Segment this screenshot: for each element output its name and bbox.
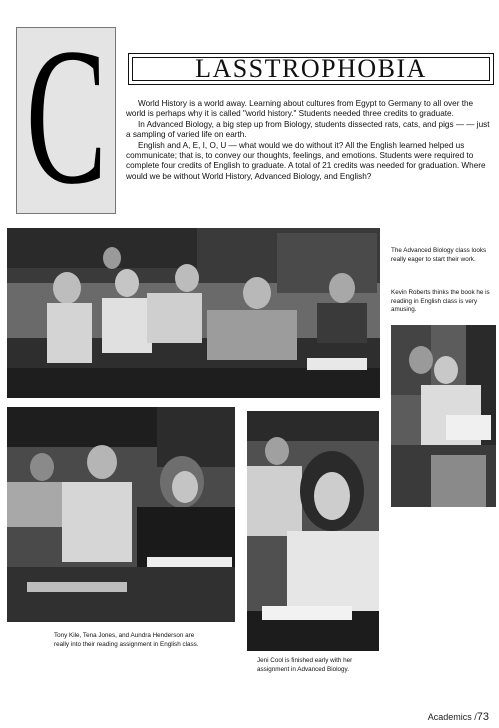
paragraph-english: English and A, E, I, O, U — what would we do without it? All the English learned helped us communicate; that is, to convey our thoughts, feelings, and emotions. Students were required to complete four credits of English to graduate. A total of 21 credits was needed for graduation. Where would we be without World History, Advanced Biology, and English? [126,140,486,181]
dropcap-letter: C [25,27,107,214]
page-title: LASSTROPHOBIA [195,54,427,83]
page-number: 73 [476,711,489,723]
caption-biology-class: The Advanced Biology class looks really eager to start their work. [391,247,487,263]
dropcap-box [16,27,116,214]
footer-separator: / [474,712,477,722]
photo-jeni-cool [247,411,379,651]
footer-section: Academics [427,712,472,722]
page-folio [428,711,489,723]
body-text [126,99,494,182]
photo-english-trio [7,407,235,622]
paragraph-world-history: World History is a world away. Learning about cultures from Egypt to Germany to all over the world is perhaps why it is called "world history." Students needed three credits to graduate. [126,99,474,119]
photo-biology-class [7,228,380,398]
caption-kevin: Kevin Roberts thinks the book he is reading in English class is very amusing. [391,289,490,314]
caption-jeni: Jeni Cool is finished early with her assignment in Advanced Biology. [257,657,353,673]
title-box [128,53,494,85]
photo-kevin-roberts [391,325,496,507]
caption-english-trio: Tony Kile, Tena Jones, and Aundra Henderson are really into their reading assignment in English class. [54,632,199,648]
paragraph-biology: In Advanced Biology, a big step up from Biology, students dissected rats, cats, and pigs — — just a sampling of varied life on earth. [126,119,490,140]
